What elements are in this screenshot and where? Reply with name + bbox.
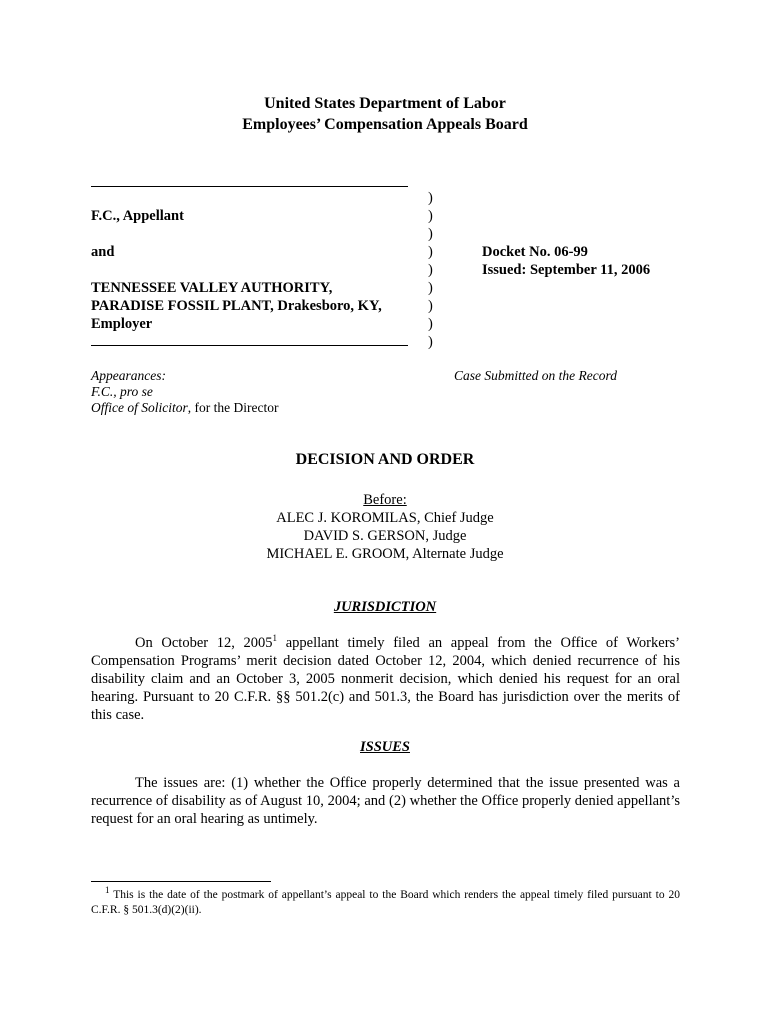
- jurisdiction-paragraph: [91, 634, 680, 724]
- footnote-ref: 1: [272, 633, 278, 644]
- appearances-block: [91, 368, 278, 416]
- employer-line-1: TENNESSEE VALLEY AUTHORITY,: [91, 280, 333, 296]
- board-name: Employees’ Compensation Appeals Board: [242, 116, 528, 133]
- footnote: [91, 885, 680, 918]
- caption-bottom-rule: [91, 345, 408, 346]
- before-label: Before:: [363, 492, 407, 508]
- footnote-rule: [91, 881, 271, 882]
- caption-top-rule: [91, 186, 408, 187]
- docket-number: Docket No. 06-99: [482, 244, 588, 260]
- jurisdiction-heading: JURISDICTION: [333, 599, 437, 615]
- appellant-label: F.C., Appellant: [91, 208, 184, 224]
- decision-title: DECISION AND ORDER: [295, 451, 475, 468]
- appellant-appearance: F.C., pro se: [91, 384, 153, 399]
- and-label: and: [91, 244, 115, 260]
- footnote-number: 1: [105, 885, 110, 896]
- panel-block: [0, 491, 770, 563]
- issues-heading: ISSUES: [360, 739, 410, 755]
- director-label: , for the Director: [187, 400, 279, 415]
- judge-2: DAVID S. GERSON, Judge: [303, 528, 467, 544]
- judge-1: ALEC J. KOROMILAS, Chief Judge: [276, 510, 494, 526]
- employer-line-2: PARADISE FOSSIL PLANT, Drakesboro, KY,: [91, 298, 382, 314]
- footnote-text: This is the date of the postmark of appellant’s appeal to the Board which renders the appeal timely filed pursuant to 20 C.F.R. § 501.3(d)(2)(ii).: [91, 889, 680, 916]
- jurisdiction-text-rest: appellant timely filed an appeal from the Office of Workers’ Compensation Programs’ merit decision dated October 12, 2004, which denied recurrence of his disability claim and an October 3, 2005 nonmerit decision, which denied his request for an oral hearing. Pursuant to 20 C.F.R. §§ 501.2(c) and 501.3, the Board has jurisdiction over the merits of this case.: [91, 635, 681, 723]
- issued-date: Issued: September 11, 2006: [482, 262, 651, 278]
- jurisdiction-text-start: On October 12, 2005: [135, 635, 273, 651]
- caption-parens: ) ) ) ) ) ) ) ) ): [428, 190, 433, 350]
- submission-status: Case Submitted on the Record: [454, 368, 617, 383]
- appearances-label: Appearances:: [91, 368, 166, 383]
- employer-line-3: Employer: [91, 316, 153, 332]
- director-appearance: [91, 400, 278, 416]
- issues-paragraph: The issues are: (1) whether the Office properly determined that the issue presented was a recurrence of disability as of August 10, 2004; and (2) whether the Office properly denied appellant’s request for an oral hearing as untimely.: [91, 775, 680, 827]
- solicitor-label: Office of Solicitor: [91, 400, 188, 415]
- agency-name: United States Department of Labor: [264, 95, 506, 112]
- judge-3: MICHAEL E. GROOM, Alternate Judge: [266, 546, 504, 562]
- employer-block: [91, 279, 382, 333]
